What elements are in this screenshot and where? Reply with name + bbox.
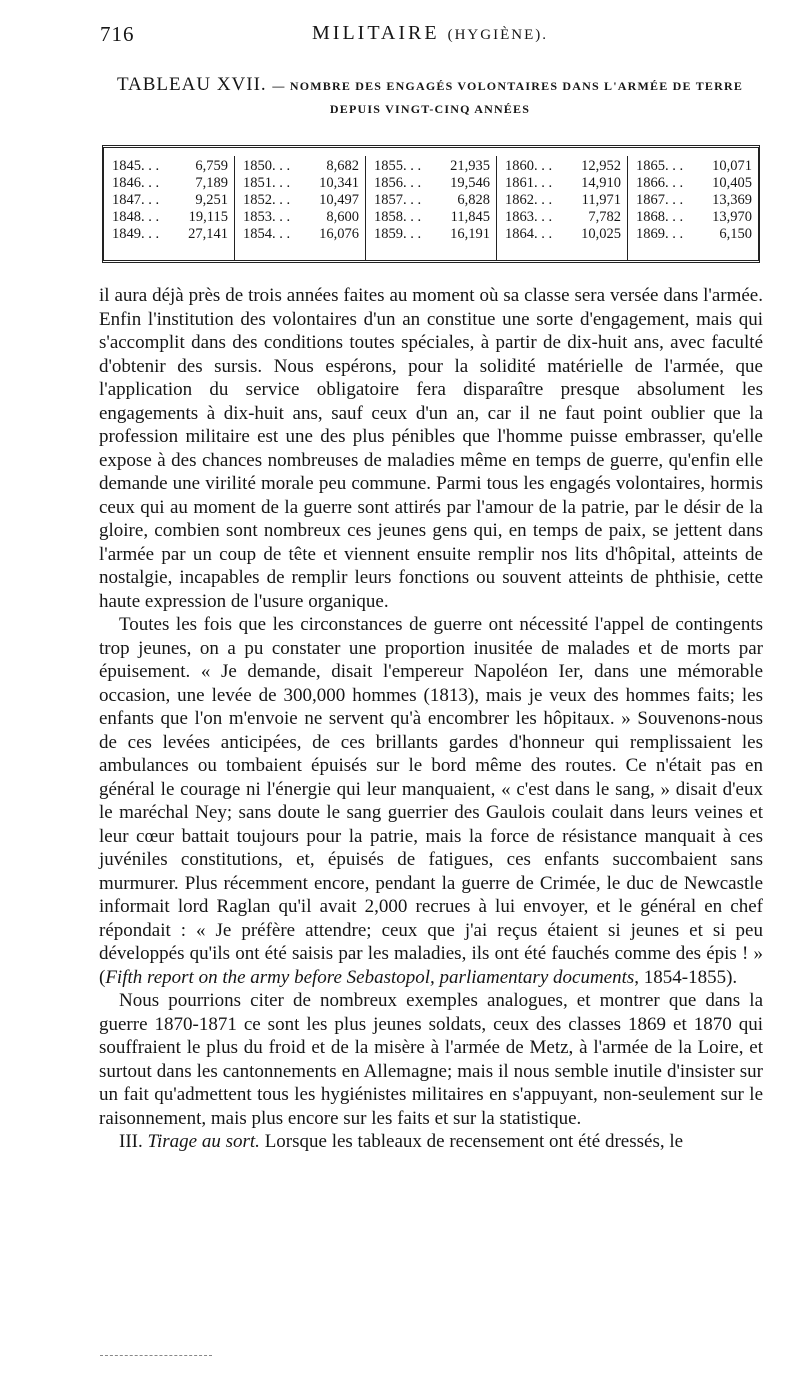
enlistment-count: 10,405: [712, 175, 752, 191]
enlistment-count: 11,971: [581, 192, 621, 208]
year-label: 1867. . .: [636, 192, 684, 208]
year-label: 1869. . .: [636, 226, 684, 242]
enlistment-count: 7,189: [195, 175, 228, 191]
enlistment-count: 10,025: [581, 226, 621, 242]
year-label: 1856. . .: [374, 175, 422, 191]
year-label: 1861. . .: [505, 175, 553, 191]
table-cell: [243, 209, 359, 226]
enlistment-count: 14,910: [581, 175, 621, 191]
table-cell: [636, 226, 752, 243]
year-label: 1857. . .: [374, 192, 422, 208]
year-label: 1862. . .: [505, 192, 553, 208]
year-label: 1860. . .: [505, 158, 553, 174]
body-text: [99, 284, 763, 1154]
table-cell: [374, 226, 490, 243]
section-heading: Tirage au sort.: [147, 1131, 260, 1152]
enlistment-count: 10,497: [319, 192, 359, 208]
enlistment-count: 19,115: [188, 209, 228, 225]
running-head: [100, 22, 760, 50]
table-cell: [636, 209, 752, 226]
enlistment-count: 10,071: [712, 158, 752, 174]
paragraph-3: Nous pourrions citer de nombreux exemples analogues, et montrer que dans la guerre 1870-1871 ce sont les plus jeunes soldats, ceux des classes 1869 et 1870 qui souffraient le plus du froid et de la misère à l'armée de Metz, à l'armée de la Loire, et surtout dans les cantonnements en Allemagne; mais il nous semble inutile d'insister sur un fait qu'admettent tous les hygiénistes militaires en s'appuyant, non-seulement sur le raisonnement, mais plus encore sur les faits et sur la statistique.: [99, 990, 763, 1129]
table-cell: [505, 175, 621, 192]
table-cell: [505, 226, 621, 243]
year-label: 1852. . .: [243, 192, 291, 208]
table-cell: [505, 192, 621, 209]
year-label: 1866. . .: [636, 175, 684, 191]
paragraph-1: il aura déjà près de trois années faites au moment où sa classe sera versée dans l'armée. Enfin l'institution des volontaires d'un an constitue une sorte d'engagement, mais qui s'accomplit dans des conditions toutes spéciales, à partir de dix-huit ans, avec faculté d'obtenir des sursis. Nous espérons, pour la solidité matérielle de l'armée, que l'application du service obligatoire fera disparaître presque absolument les engagements à dix-huit ans, sauf ceux d'un an, car il ne faut point oublier que la profession militaire est une des plus pénibles que l'homme puisse embrasser, qu'elle expose à des chances nombreuses de maladies même en temps de guerre, qu'enfin elle demande une virilité morale peu commune. Parmi tous les engagés volontaires, hormis ceux qui au moment de la guerre sont attirés par l'amour de la patrie, par le désir de la gloire, combien sont nombreux ces jeunes gens qui, en temps de paix, se jettent dans l'armée par un coup de tête et viennent ensuite remplir nos lits d'hôpital, atteints de nostalgie, incapables de remplir leurs fonctions ou souvent atteints de phthisie, cette haute expression de l'usure organique.: [99, 285, 763, 612]
running-title-main: MILITAIRE: [312, 22, 440, 44]
year-label: 1850. . .: [243, 158, 291, 174]
year-label: 1864. . .: [505, 226, 553, 242]
year-label: 1865. . .: [636, 158, 684, 174]
enlistment-count: 12,952: [581, 158, 621, 174]
table-cell: [636, 175, 752, 192]
table-cell: [374, 175, 490, 192]
table-cell: [112, 209, 228, 226]
table-cell: [636, 158, 752, 175]
enlistment-count: 10,341: [319, 175, 359, 191]
enlistment-count: 9,251: [195, 192, 228, 208]
enlistment-count: 6,759: [195, 158, 228, 174]
year-label: 1853. . .: [243, 209, 291, 225]
table-cell: [374, 158, 490, 175]
year-label: 1846. . .: [112, 175, 160, 191]
enlistment-count: 6,150: [719, 226, 752, 242]
table-cell: [505, 158, 621, 175]
enlistment-count: 11,845: [450, 209, 490, 225]
footer-rule: [100, 1355, 212, 1356]
table-cell: [374, 192, 490, 209]
paragraph-4: III. Tirage au sort. Lorsque les tableaux de recensement ont été dressés, le: [119, 1131, 684, 1152]
enlistment-count: 21,935: [450, 158, 490, 174]
year-label: 1859. . .: [374, 226, 422, 242]
page-number: 716: [100, 22, 135, 46]
year-label: 1855. . .: [374, 158, 422, 174]
table-cell: [243, 226, 359, 243]
citation: Fifth report on the army before Sebastopol, parliamentary documents: [105, 966, 635, 988]
table-column: [366, 156, 497, 260]
table-cell: [112, 175, 228, 192]
year-label: 1851. . .: [243, 175, 291, 191]
table-caption-title: — NOMBRE DES ENGAGÉS VOLONTAIRES DANS L'ARMÉE DE TERRE: [272, 79, 744, 93]
table-cell: [505, 209, 621, 226]
running-title-sub: (HYGIÈNE).: [447, 27, 548, 43]
table-cell: [243, 192, 359, 209]
table-column: [497, 156, 628, 260]
enlistment-table: [102, 145, 760, 263]
year-label: 1847. . .: [112, 192, 160, 208]
enlistment-count: 7,782: [588, 209, 621, 225]
year-label: 1863. . .: [505, 209, 553, 225]
year-label: 1849. . .: [112, 226, 160, 242]
enlistment-count: 16,191: [450, 226, 490, 242]
table-column: [235, 156, 366, 260]
table-cell: [112, 226, 228, 243]
year-label: 1868. . .: [636, 209, 684, 225]
table-caption-subtitle: DEPUIS VINGT-CINQ ANNÉES: [329, 102, 531, 116]
table-caption: [100, 74, 760, 117]
table-cell: [243, 175, 359, 192]
enlistment-count: 13,970: [712, 209, 752, 225]
section-number: III.: [119, 1131, 143, 1152]
year-label: 1845. . .: [112, 158, 160, 174]
table-cell: [374, 209, 490, 226]
paragraph-2: Toutes les fois que les circonstances de guerre ont nécessité l'appel de contingents trop jeunes, on a pu constater une proportion inusitée de malades et de morts par épuisement. « Je demande, disait l'empereur Napoléon Ier, dans une mémorable occasion, une levée de 300,000 hommes (1813), mais je veux des hommes faits; les enfants que l'on m'envoie ne servent qu'à encombrer les hôpitaux. » Souvenons-nous de ces levées anticipées, de ces brillants gardes d'honneur qui remplissaient les ambulances ou tombaient épuisés sur le bord même des routes. Ce n'était pas en général le courage ni l'énergie qui leur manquaient, « c'est dans le sang, » disait d'eux le maréchal Ney; sans doute le sang guerrier des Gaulois coulait dans leurs veines et leur cœur battait toujours pour la patrie, mais la force de résistance manquait à ces juvéniles constitutions, et, épuisés de fatigues, ces enfants succombaient sans murmurer. Plus récemment encore, pendant la guerre de Crimée, le duc de Newcastle informait lord Raglan qu'il avait 2,000 recrues à lui envoyer, et le général en chef répondait : « Je préfère attendre; ceux que j'ai reçus étaient si jeunes et si peu développés qu'ils ont été saisis par les maladies, ils ont été fauchés comme des épis ! » (Fifth report on the army before Sebastopol, parliamentary documents, 1854-1855).: [99, 614, 763, 988]
enlistment-count: 19,546: [450, 175, 490, 191]
enlistment-count: 8,682: [326, 158, 359, 174]
running-title: [100, 22, 760, 45]
year-label: 1858. . .: [374, 209, 422, 225]
table-caption-number: TABLEAU XVII.: [116, 74, 267, 95]
table-cell: [636, 192, 752, 209]
table-column: [628, 156, 758, 260]
table-cell: [112, 158, 228, 175]
enlistment-count: 8,600: [326, 209, 359, 225]
enlistment-count: 16,076: [319, 226, 359, 242]
year-label: 1854. . .: [243, 226, 291, 242]
enlistment-count: 13,369: [712, 192, 752, 208]
enlistment-count: 6,828: [457, 192, 490, 208]
year-label: 1848. . .: [112, 209, 160, 225]
table-cell: [112, 192, 228, 209]
enlistment-count: 27,141: [188, 226, 228, 242]
table-cell: [243, 158, 359, 175]
table-column: [104, 156, 235, 260]
